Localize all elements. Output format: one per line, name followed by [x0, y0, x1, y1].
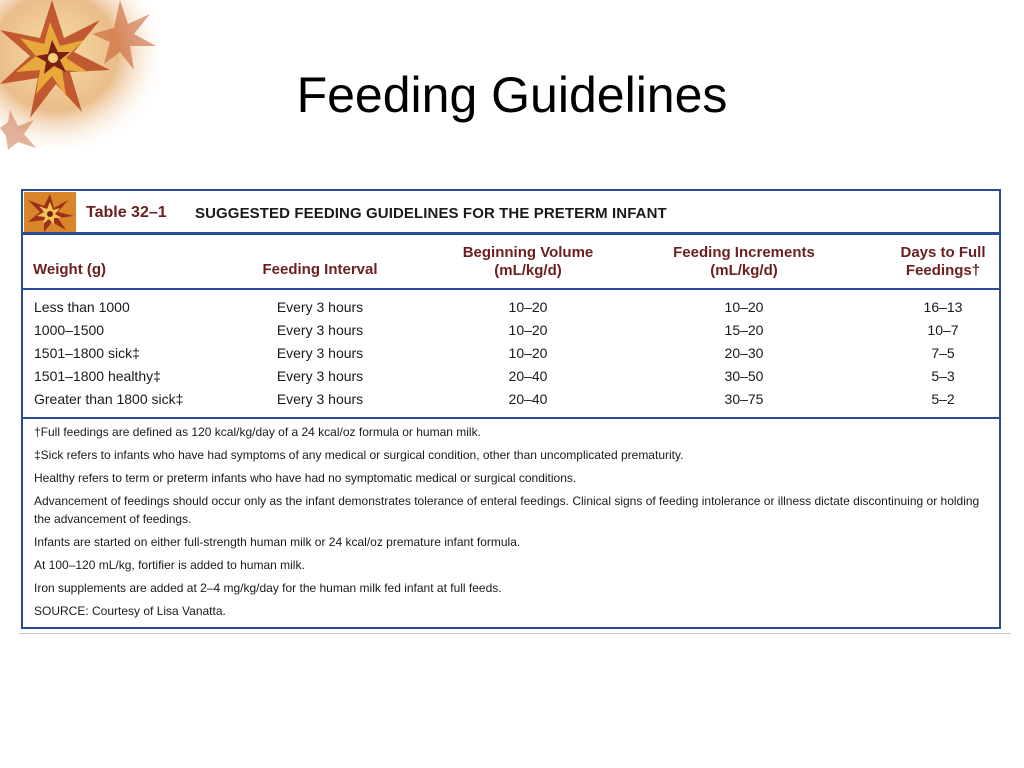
cell-beginning-volume: 10–20 [508, 322, 548, 338]
cell-days-to-full: 5–2 [931, 391, 955, 407]
cell-feeding-increments: 20–30 [724, 345, 764, 361]
table-number: Table 32–1 [86, 204, 167, 221]
column-header-days-to-full-line2: Feedings† [905, 262, 981, 279]
footnote: At 100–120 mL/kg, fortifier is added to human milk. [34, 558, 305, 572]
bottom-divider [19, 633, 1011, 634]
cell-weight: 1000–1500 [34, 322, 105, 338]
column-header-feeding-increments [664, 244, 824, 280]
footnote: ‡Sick refers to infants who have had symptoms of any medical or surgical condition, other than uncomplicated prematurity. [34, 448, 684, 462]
column-header-days-to-full [883, 244, 1003, 280]
cell-weight: 1501–1800 sick‡ [34, 345, 140, 361]
table-caption-title: SUGGESTED FEEDING GUIDELINES FOR THE PRETERM INFANT [195, 205, 667, 222]
cell-weight: Less than 1000 [34, 299, 130, 315]
column-header-beginning-volume-line2: (mL/kg/d) [494, 262, 562, 279]
table-body [23, 290, 999, 419]
footnote: Iron supplements are added at 2–4 mg/kg/day for the human milk fed infant at full feeds. [34, 581, 502, 595]
table-caption-bar [23, 191, 999, 235]
cell-weight: Greater than 1800 sick‡ [34, 391, 184, 407]
table-row [23, 389, 999, 412]
feeding-guidelines-table [21, 189, 1001, 629]
source-note: SOURCE: Courtesy of Lisa Vanatta. [34, 604, 226, 618]
cell-interval: Every 3 hours [276, 345, 364, 361]
cell-interval: Every 3 hours [276, 391, 364, 407]
cell-days-to-full: 10–7 [927, 322, 959, 338]
column-header-beginning-volume [448, 244, 608, 280]
cell-beginning-volume: 20–40 [508, 391, 548, 407]
cell-beginning-volume: 10–20 [508, 345, 548, 361]
slide-title: Feeding Guidelines [296, 67, 728, 123]
cell-feeding-increments: 10–20 [724, 299, 764, 315]
column-header-beginning-volume-line1: Beginning Volume [462, 244, 594, 261]
column-header-weight: Weight (g) [33, 261, 107, 278]
cell-days-to-full: 7–5 [931, 345, 955, 361]
footnote: †Full feedings are defined as 120 kcal/kg/day of a 24 kcal/oz formula or human milk. [34, 425, 481, 439]
table-row [23, 320, 999, 343]
column-header-feeding-increments-line1: Feeding Increments [673, 244, 815, 261]
cell-days-to-full: 5–3 [931, 368, 955, 384]
cell-days-to-full: 16–13 [923, 299, 963, 315]
table-row [23, 343, 999, 366]
cell-feeding-increments: 30–50 [724, 368, 764, 384]
caption-ornament-icon [24, 192, 76, 232]
column-header-feeding-increments-line2: (mL/kg/d) [710, 262, 778, 279]
footnote: Healthy refers to term or preterm infants who have had no symptomatic medical or surgical conditions. [34, 471, 577, 485]
cell-interval: Every 3 hours [276, 368, 364, 384]
table-row [23, 297, 999, 320]
cell-beginning-volume: 20–40 [508, 368, 548, 384]
cell-interval: Every 3 hours [276, 299, 364, 315]
table-row [23, 366, 999, 389]
column-header-interval: Feeding Interval [262, 261, 378, 278]
footnote: Infants are started on either full-strength human milk or 24 kcal/oz premature infant formula. [34, 535, 521, 549]
footnote: Advancement of feedings should occur only as the infant demonstrates tolerance of enteral feedings. Clinical signs of feeding intolerance or illness dictate discontinuing or holding the advancement of feedings. [34, 494, 980, 526]
column-header-days-to-full-line1: Days to Full [900, 244, 986, 261]
cell-interval: Every 3 hours [276, 322, 364, 338]
table-footnotes [34, 423, 989, 625]
cell-beginning-volume: 10–20 [508, 299, 548, 315]
cell-feeding-increments: 30–75 [724, 391, 764, 407]
cell-feeding-increments: 15–20 [724, 322, 764, 338]
table-header-row [23, 235, 999, 290]
cell-weight: 1501–1800 healthy‡ [34, 368, 161, 384]
